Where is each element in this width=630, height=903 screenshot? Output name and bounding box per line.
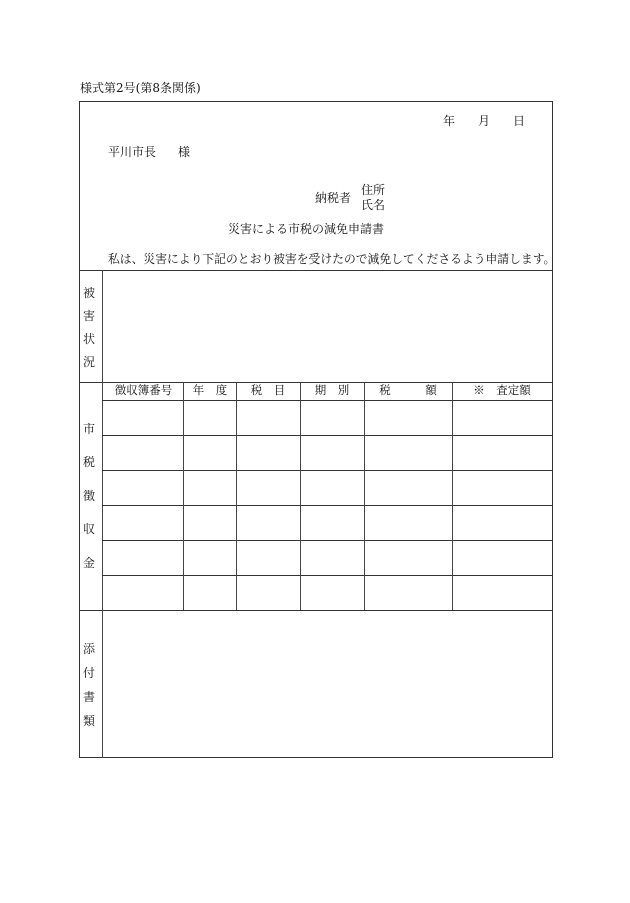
damage-char: 況 [82,355,95,369]
tax-table-cell[interactable] [365,436,452,470]
tax-table-cell[interactable] [453,436,552,470]
tax-table-cell[interactable] [453,401,552,435]
tax-table-cell[interactable] [103,506,183,540]
tax-table-cell[interactable] [453,541,552,575]
tax-table-cell[interactable] [301,401,364,435]
tax-char: 徴 [82,489,95,503]
header-tax-item: 税 目 [250,383,286,397]
tax-table-cell[interactable] [301,506,364,540]
attachments-char: 類 [82,714,95,728]
tax-table-cell[interactable] [453,471,552,505]
date-year-label: 年 [443,114,456,128]
header-collection-number: 徴収簿番号 [114,383,173,397]
tax-table-cell[interactable] [453,506,552,540]
tax-table-cell[interactable] [184,506,236,540]
attachments-char: 書 [82,690,95,704]
tax-table-cell[interactable] [184,401,236,435]
tax-table-cell[interactable] [365,401,452,435]
tax-table-cell[interactable] [103,401,183,435]
damage-description-field[interactable] [104,272,551,380]
divider-header [79,270,553,271]
tax-table-cell[interactable] [301,436,364,470]
tax-table-cell[interactable] [453,576,552,610]
tax-table-cell[interactable] [237,541,300,575]
tax-char: 税 [82,455,95,469]
tax-table-cell[interactable] [184,436,236,470]
tax-table-cell[interactable] [237,436,300,470]
tax-table-cell[interactable] [365,506,452,540]
tax-char: 市 [82,422,95,436]
tax-table-cell[interactable] [103,471,183,505]
tax-table-cell[interactable] [237,401,300,435]
tax-table-cell[interactable] [184,471,236,505]
addressee-honorific: 様 [178,145,191,159]
tax-table-cell[interactable] [103,436,183,470]
application-statement: 私は、災害により下記のとおり被害を受けたので減免してくださるよう申請します。 [108,252,556,266]
form-title: 様式第2号(第8条関係) [80,81,201,95]
header-tax-amount: 税 額 [379,383,437,397]
tax-table-cell[interactable] [365,576,452,610]
damage-char: 害 [82,309,95,323]
tax-table-cell[interactable] [365,541,452,575]
damage-char: 被 [82,286,95,300]
document-title: 災害による市税の減免申請書 [228,222,385,236]
attachments-char: 添 [82,642,95,656]
tax-table-cell[interactable] [237,506,300,540]
tax-char: 金 [82,556,95,570]
header-assessed-amount: ※ 査定額 [473,383,531,397]
tax-char: 収 [82,522,95,536]
tax-table-cell[interactable] [103,541,183,575]
addressee-name: 平川市長 [108,145,157,159]
taxpayer-address-label: 住所 [361,183,386,197]
tax-table-cell[interactable] [301,471,364,505]
damage-char: 状 [82,332,95,346]
taxpayer-name-label: 氏名 [361,198,386,212]
attachments-char: 付 [82,666,95,680]
tax-table-cell[interactable] [301,576,364,610]
header-period: 期 別 [314,383,350,397]
date-month-label: 月 [478,114,491,128]
tax-table-cell[interactable] [301,541,364,575]
tax-table-cell[interactable] [184,541,236,575]
tax-table-cell[interactable] [237,471,300,505]
date-day-label: 日 [513,114,526,128]
tax-table-cell[interactable] [184,576,236,610]
divider-tax [79,610,553,611]
header-fiscal-year: 年 度 [192,383,228,397]
attachments-field[interactable] [104,612,551,756]
tax-table-cell[interactable] [237,576,300,610]
taxpayer-label: 納税者 [315,191,352,205]
tax-table-cell[interactable] [365,471,452,505]
tax-table-cell[interactable] [103,576,183,610]
